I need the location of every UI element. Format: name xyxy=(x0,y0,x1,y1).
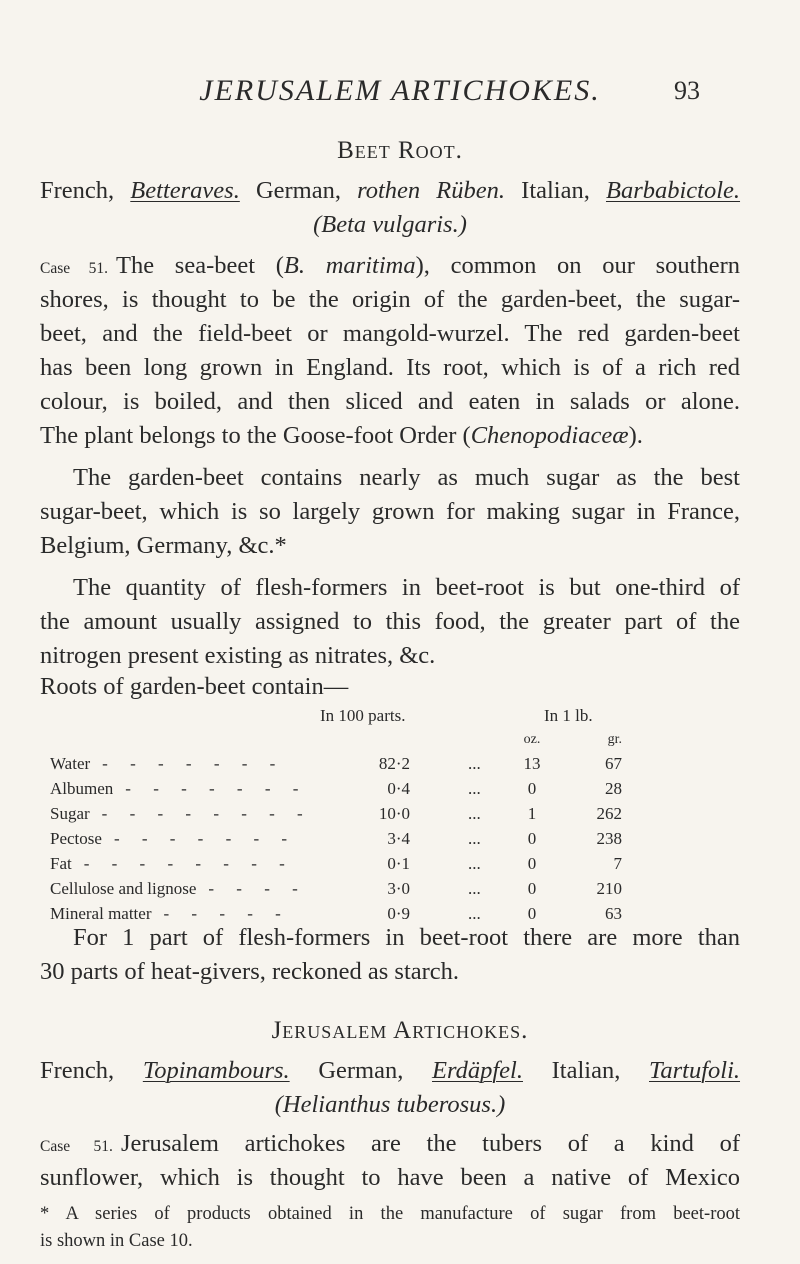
row-label: Cellulose and lignose xyxy=(50,879,197,898)
row-percent: 0·9 xyxy=(387,904,410,923)
row-grains: 63 xyxy=(605,904,622,923)
row-ounces: 0 xyxy=(527,854,537,873)
table-intro: Roots of garden-beet contain— xyxy=(40,673,349,700)
beet-paragraph-2-line-1: The garden-beet contains nearly as much sugar as the best xyxy=(73,464,740,491)
row-ounces: 0 xyxy=(527,904,537,923)
row-percent: 82·2 xyxy=(378,754,410,773)
row-label: Water xyxy=(50,754,91,773)
beet-paragraph-1-line-5: colour, is boiled, and then sliced and eaten in salads or alone. xyxy=(40,388,740,415)
beet-paragraph-3-line-2: the amount usually assigned to this food, the greater part of the xyxy=(40,608,740,635)
row-ounces: 1 xyxy=(527,804,537,823)
row-ounces: 13 xyxy=(523,754,541,773)
beet-paragraph-1-line-3: beet, and the field-beet or mangold-wurzel. The red garden-beet xyxy=(40,320,740,347)
beet-foreign-names xyxy=(40,174,740,208)
row-percent: 0·1 xyxy=(387,854,410,873)
row-label: Mineral matter xyxy=(50,904,152,923)
row-ounces: 0 xyxy=(527,779,537,798)
row-percent: 0·4 xyxy=(387,779,410,798)
table-row xyxy=(50,854,740,879)
row-ounces: 0 xyxy=(527,879,537,898)
unit-oz: oz. xyxy=(523,732,541,747)
unit-gr: gr. xyxy=(607,732,622,747)
running-head xyxy=(0,74,800,114)
row-leader: - - - - - xyxy=(163,904,290,923)
running-title: JERUSALEM ARTICHOKES. xyxy=(199,74,601,107)
row-label: Fat xyxy=(50,854,72,873)
italian-label: Italian, xyxy=(521,177,590,204)
table-row xyxy=(50,804,740,829)
french-label: French, xyxy=(40,177,115,204)
footnote-line-1: * A series of products obtained in the manufacture of sugar from beet-root xyxy=(40,1204,740,1224)
row-percent: 3·0 xyxy=(387,879,410,898)
row-ellipsis: ... xyxy=(468,754,481,773)
row-grains: 67 xyxy=(605,754,622,773)
beet-paragraph-2-line-2: sugar-beet, which is so largely grown for making sugar in France, xyxy=(40,498,740,525)
beet-paragraph-1-line-4: has been long grown in England. Its root, which is of a rich red xyxy=(40,354,740,381)
beet-paragraph-3-line-3: nitrogen present existing as nitrates, &c. xyxy=(40,642,436,669)
row-ounces: 0 xyxy=(527,829,537,848)
composition-table xyxy=(50,706,740,929)
row-leader: - - - - - - - xyxy=(113,829,297,848)
german-name: rothen Rüben. xyxy=(357,177,506,204)
artichoke-paragraph-line-1: Case 51. Jerusalem artichokes are the tubers of a kind of xyxy=(40,1130,740,1157)
row-ellipsis: ... xyxy=(468,904,481,923)
artichoke-paragraph-line-2: sunflower, which is thought to have been a native of Mexico xyxy=(40,1164,740,1191)
table-row xyxy=(50,829,740,854)
row-ellipsis: ... xyxy=(468,779,481,798)
row-ellipsis: ... xyxy=(468,854,481,873)
artichoke-latin-name: (Helianthus tuberosus.) xyxy=(274,1091,506,1118)
french-name: Betteraves. xyxy=(130,177,240,204)
row-ellipsis: ... xyxy=(468,829,481,848)
row-grains: 210 xyxy=(596,879,622,898)
row-leader: - - - - - - - - xyxy=(83,854,294,873)
page-number: 93 xyxy=(674,76,700,105)
row-label: Albumen xyxy=(50,779,114,798)
row-label: Sugar xyxy=(50,804,90,823)
table-header xyxy=(50,706,740,732)
col-header-100-parts: In 100 parts. xyxy=(320,706,406,725)
beet-paragraph-2-line-3: Belgium, Germany, &c.* xyxy=(40,532,287,559)
row-grains: 238 xyxy=(596,829,622,848)
table-row xyxy=(50,879,740,904)
case-label: Case 51. xyxy=(40,260,108,277)
table-row xyxy=(50,779,740,804)
section-title-jerusalem-artichokes: Jerusalem Artichokes. xyxy=(271,1017,529,1044)
row-leader: - - - - - - - xyxy=(102,754,285,773)
row-label: Pectose xyxy=(50,829,102,848)
beet-paragraph-4-line-1: For 1 part of flesh-formers in beet-root there are more than xyxy=(73,924,740,951)
row-grains: 262 xyxy=(596,804,622,823)
beet-paragraph-1-line-2: shores, is thought to be the origin of the garden-beet, the sugar- xyxy=(40,286,740,313)
beet-paragraph-1-line-6: The plant belongs to the Goose-foot Order (Chenopodiaceæ). xyxy=(40,422,643,449)
row-grains: 28 xyxy=(605,779,622,798)
row-ellipsis: ... xyxy=(468,804,481,823)
beet-paragraph-4-line-2: 30 parts of heat-givers, reckoned as starch. xyxy=(40,958,460,985)
german-label: German, xyxy=(255,177,341,204)
row-grains: 7 xyxy=(613,854,622,873)
table-body xyxy=(50,754,740,929)
beet-paragraph-1-line-1: Case 51. The sea-beet (B. maritima), common on our southern xyxy=(40,252,740,279)
col-header-1-lb: In 1 lb. xyxy=(544,706,593,725)
table-units xyxy=(50,732,740,754)
row-percent: 3·4 xyxy=(387,829,410,848)
beet-paragraph-3-line-1: The quantity of flesh-formers in beet-root is but one-third of xyxy=(73,574,740,601)
row-leader: - - - - - - - - xyxy=(101,804,312,823)
table-row xyxy=(50,754,740,779)
beet-latin-name: (Beta vulgaris.) xyxy=(313,211,467,238)
row-leader: - - - - - - - xyxy=(125,779,308,798)
row-ellipsis: ... xyxy=(468,879,481,898)
footnote-line-2: is shown in Case 10. xyxy=(40,1231,193,1251)
row-percent: 10·0 xyxy=(378,804,410,823)
section-title-beet-root: Beet Root. xyxy=(337,137,463,164)
artichoke-foreign-names: French, Topinambours. German, Erdäpfel. Italian, Tartufoli. xyxy=(40,1057,741,1084)
footnote xyxy=(40,1201,740,1255)
row-leader: - - - - xyxy=(208,879,307,898)
italian-name: Barbabictole. xyxy=(605,177,741,204)
